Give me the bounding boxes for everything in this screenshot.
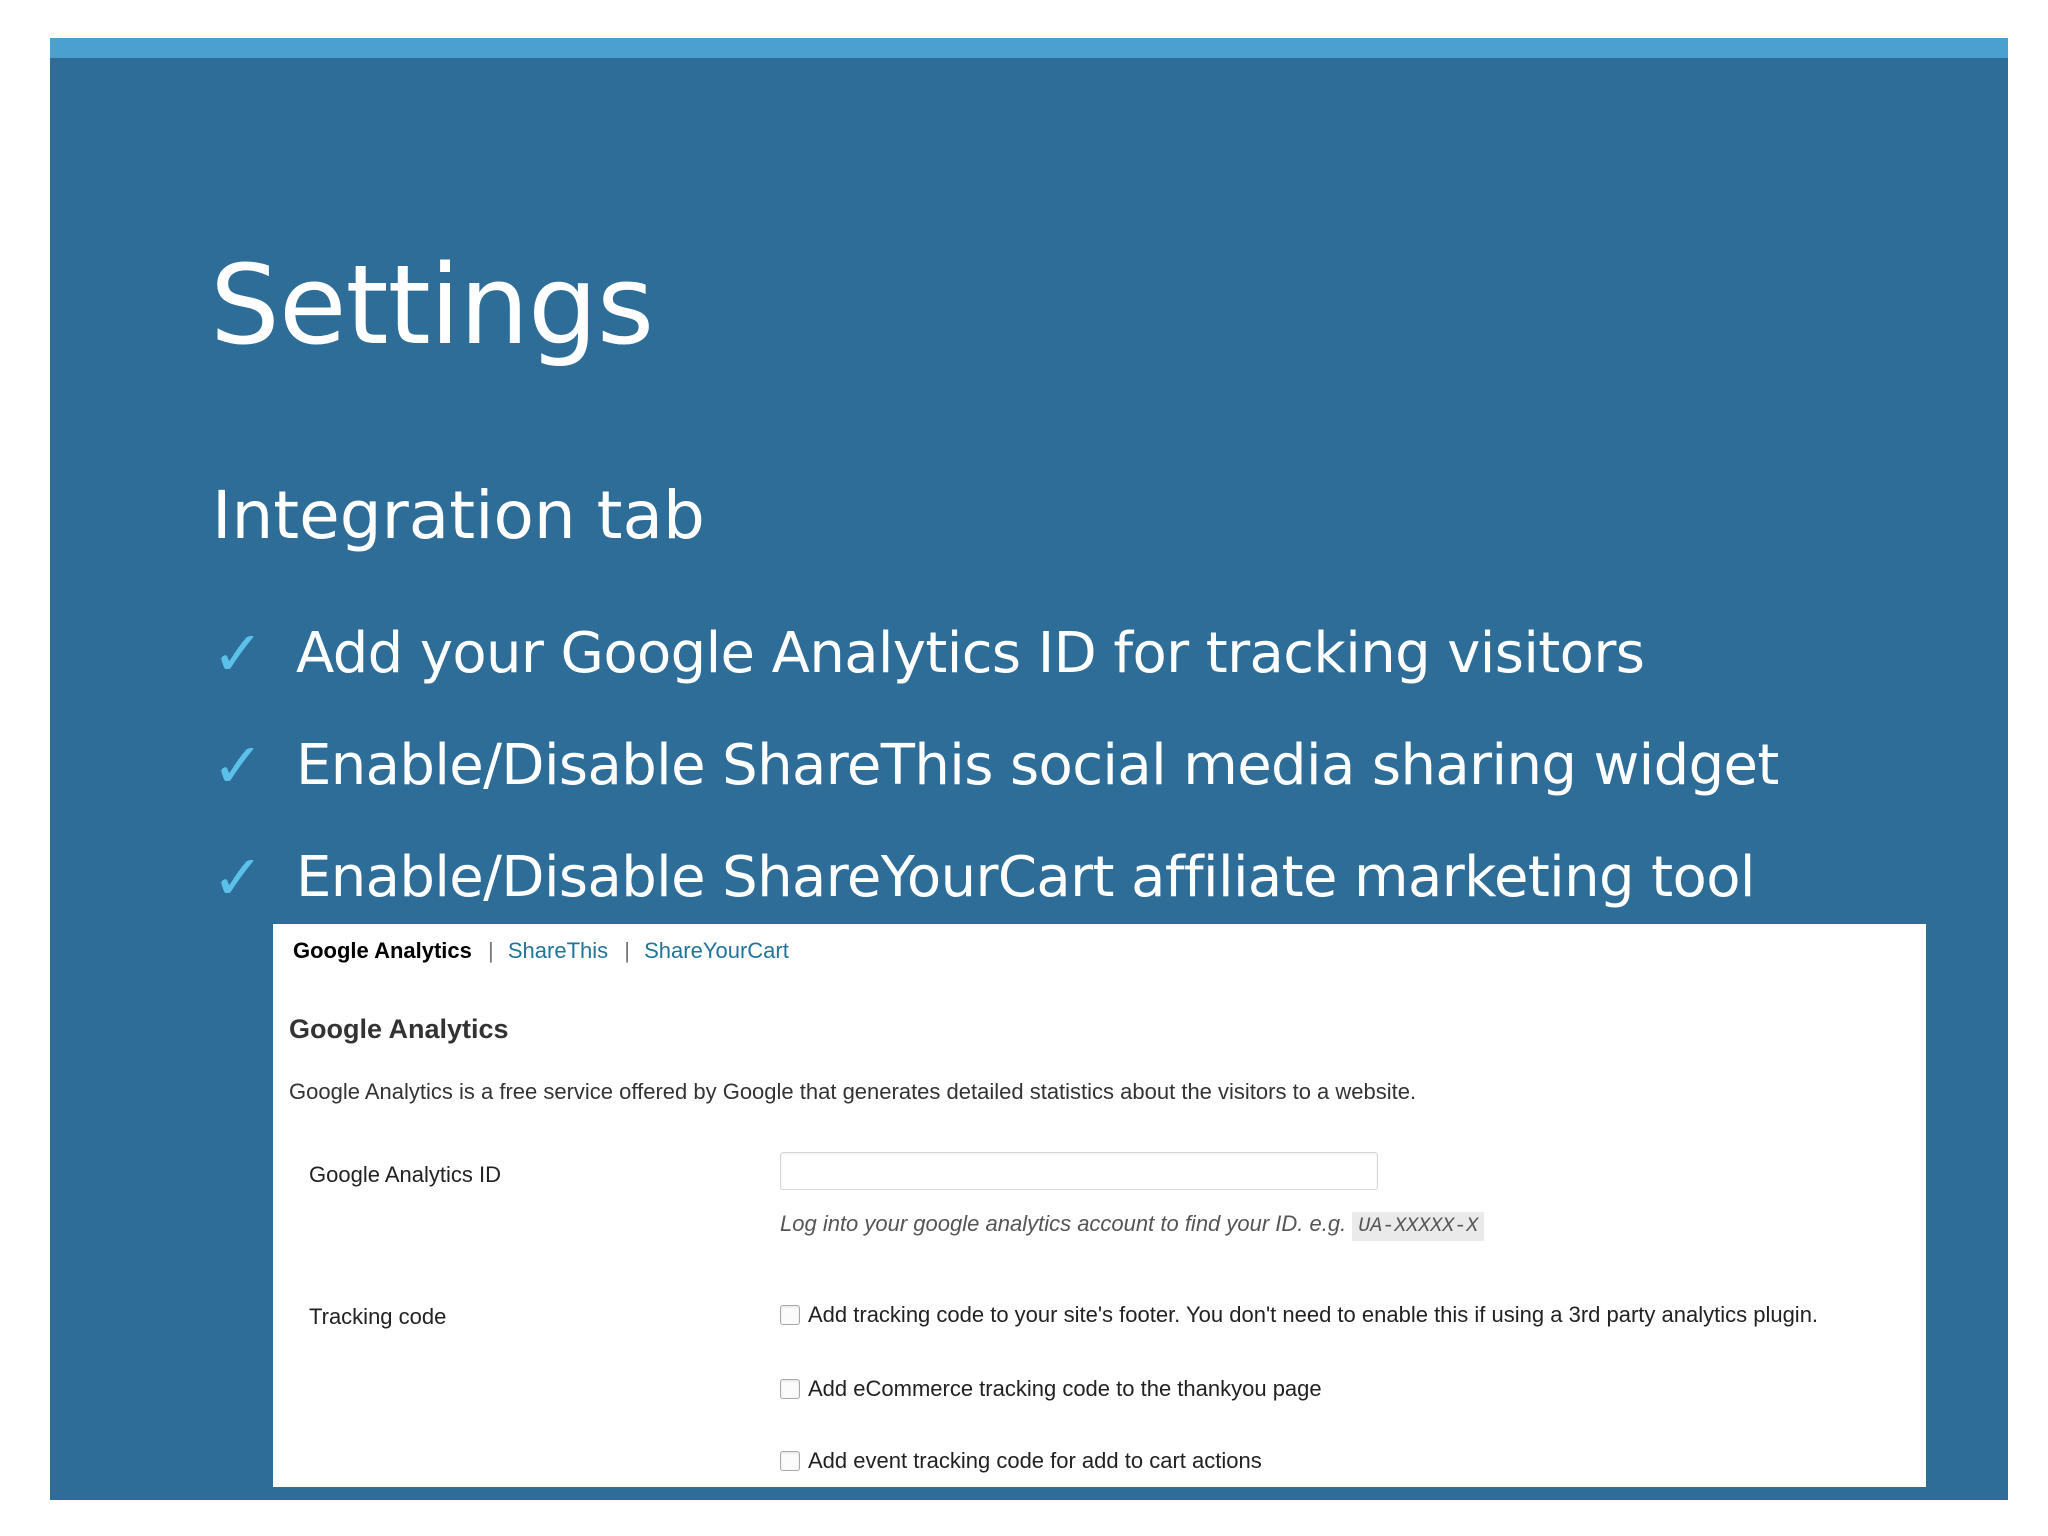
subnav-separator: | [488,938,494,963]
ecommerce-tracking-checkbox[interactable] [780,1379,800,1399]
subnav-separator: | [624,938,630,963]
bullet-list [212,598,1779,934]
footer-tracking-checkbox[interactable] [780,1305,800,1325]
section-description: Google Analytics is a free service offered by Google that generates detailed statistics about the visitors to a website. [289,1079,1417,1104]
ga-id-hint [780,1211,1484,1238]
bullet-item [212,822,1779,934]
slide-top-bar [50,38,2008,58]
subnav-current-google-analytics[interactable]: Google Analytics [293,938,472,963]
section-heading: Google Analytics [289,1014,509,1044]
add-to-cart-tracking-label[interactable]: Add event tracking code for add to cart actions [808,1448,1262,1473]
bullet-item [212,598,1779,710]
ga-id-hint-text: Log into your google analytics account to find your ID. e.g. [780,1211,1347,1236]
subnav-link-shareyourcart[interactable]: ShareYourCart [644,938,789,963]
integration-subnav [293,938,789,964]
ga-id-label: Google Analytics ID [309,1162,501,1187]
ga-id-example: UA-XXXXX-X [1352,1212,1484,1241]
slide-subtitle: Integration tab [212,477,705,554]
slide-title: Settings [210,241,654,369]
subnav-link-sharethis[interactable]: ShareThis [507,938,609,963]
tracking-option-footer[interactable] [780,1302,1818,1328]
bullet-item [212,710,1779,822]
ecommerce-tracking-label[interactable]: Add eCommerce tracking code to the thankyou page [808,1376,1322,1401]
bullet-text: Enable/Disable ShareThis social media sharing widget [296,733,1779,798]
tracking-option-add-to-cart[interactable] [780,1448,1262,1474]
ga-id-input[interactable] [780,1152,1378,1190]
check-icon: ✓ [212,729,264,802]
check-icon: ✓ [212,841,264,914]
slide [50,38,2008,1500]
add-to-cart-tracking-checkbox[interactable] [780,1451,800,1471]
tracking-code-label: Tracking code [309,1304,447,1329]
check-icon: ✓ [212,617,264,690]
bullet-text: Enable/Disable ShareYourCart affiliate marketing tool [296,845,1755,910]
bullet-text: Add your Google Analytics ID for tracking visitors [296,621,1645,686]
footer-tracking-label[interactable]: Add tracking code to your site's footer. You don't need to enable this if using a 3rd party analytics plugin. [808,1302,1819,1327]
tracking-option-ecommerce[interactable] [780,1376,1322,1402]
integration-settings-screenshot [273,924,1926,1487]
